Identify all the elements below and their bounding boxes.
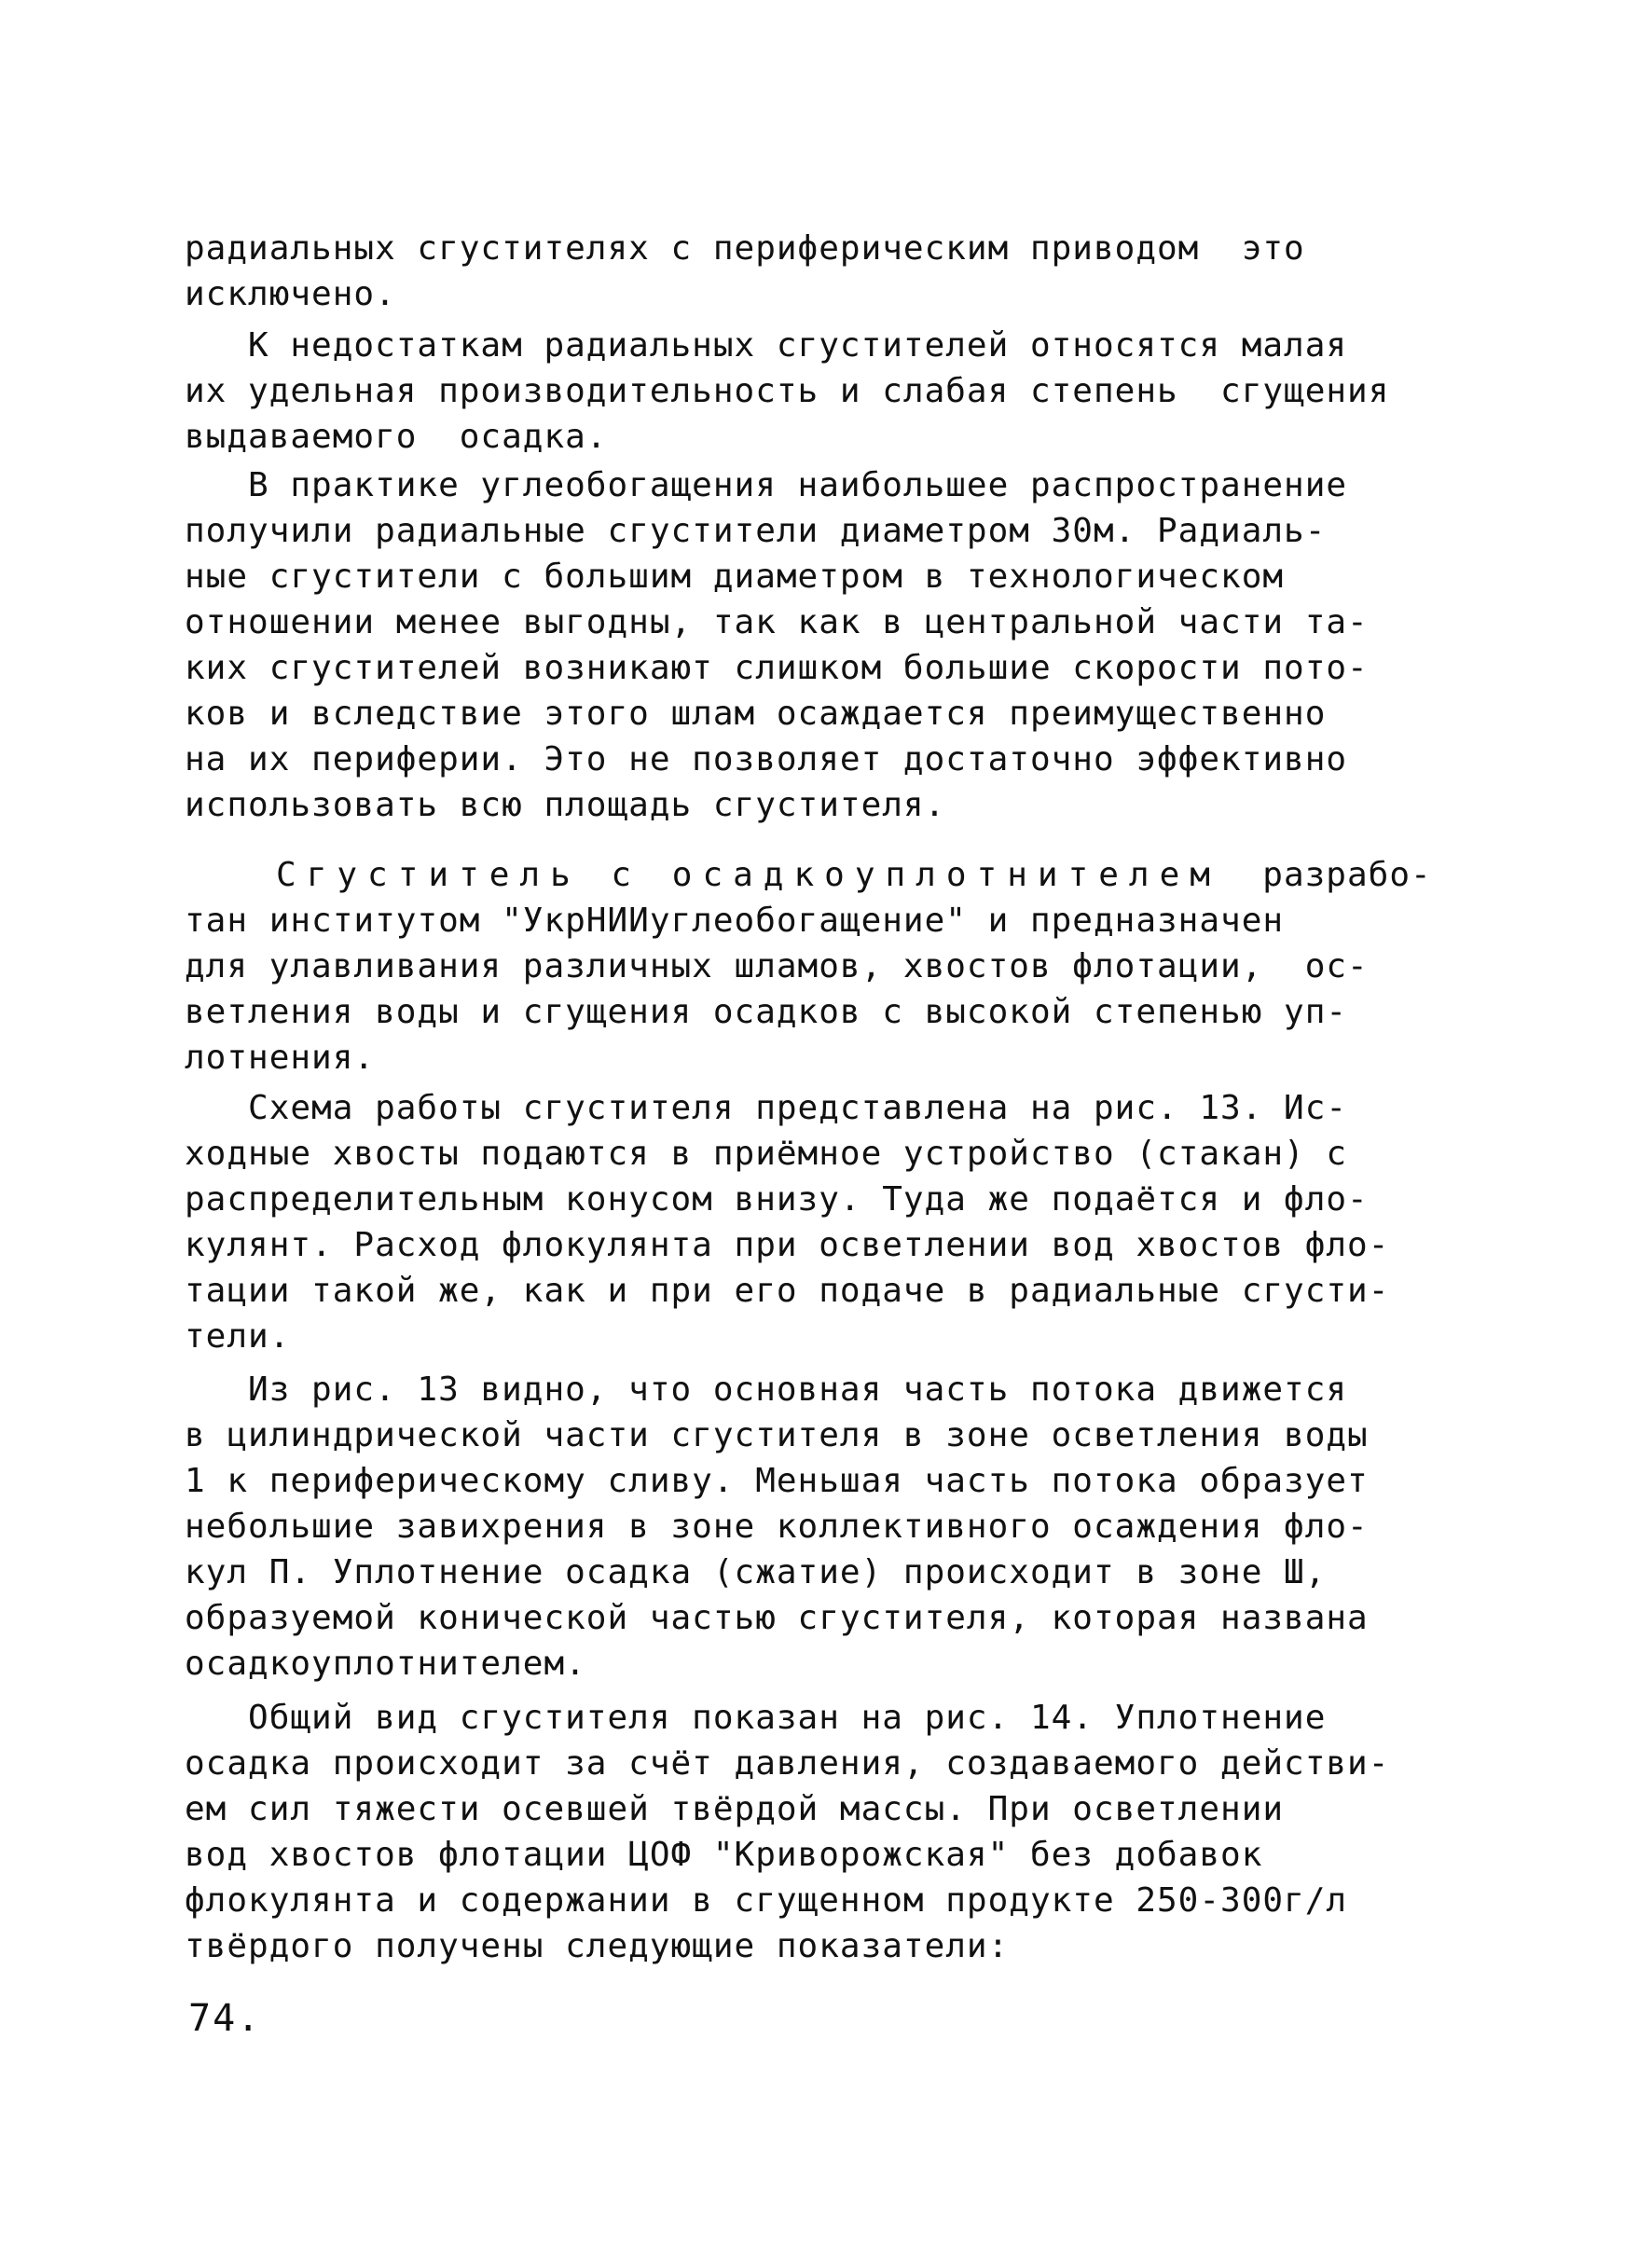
text-line: в цилиндрической части сгустителя в зоне осветления воды [185,1416,1369,1454]
text-line: Схема работы сгустителя представлена на рис. 13. Ис- [185,1089,1348,1127]
spaced-term: Сгуститель с осадкоуплотнителем [185,856,1220,894]
text-line: исключено. [185,275,396,313]
text-line: небольшие завихрения в зоне коллективного осаждения фло- [185,1508,1369,1546]
text-line [185,852,1490,898]
text-line: получили радиальные сгустители диаметром 30м. Радиаль- [185,512,1327,550]
text-line: В практике углеобогащения наибольшее распространение [185,466,1348,504]
text-line: вод хвостов флотации ЦОФ "Криворожская" без добавок [185,1836,1263,1874]
page-number: 74. [188,1997,262,2040]
paragraph-7 [185,1695,1490,1969]
text-line: ких сгустителей возникают слишком большие скорости пото- [185,649,1369,687]
text-line: Общий вид сгустителя показан на рис. 14. Уплотнение [185,1699,1327,1737]
text-line: ков и вследствие этого шлам осаждается преимущественно [185,695,1327,733]
text-line: Из рис. 13 видно, что основная часть потока движется [185,1370,1348,1409]
paragraph-4 [185,852,1490,1081]
text-line: для улавливания различных шламов, хвостов флотации, ос- [185,947,1369,985]
text-line: образуемой конической частью сгустителя, которая названа [185,1599,1369,1637]
text-line: осадка происходит за счёт давления, создаваемого действи- [185,1744,1390,1783]
text-line: распределительным конусом внизу. Туда же подаётся и фло- [185,1180,1369,1219]
text-line: флокулянта и содержании в сгущенном продукте 250-300г/л [185,1881,1348,1920]
text-line: кул П. Уплотнение осадка (сжатие) происходит в зоне Ш, [185,1553,1327,1591]
text-line: отношении менее выгодны, так как в центральной части та- [185,603,1369,641]
text-line: лотнения. [185,1039,376,1077]
text-line: выдаваемого осадка. [185,418,608,456]
text-line: 1 к периферическому сливу. Меньшая часть потока образует [185,1462,1369,1500]
text-line: ветления воды и сгущения осадков с высокой степенью уп- [185,993,1348,1031]
text-line: осадкоуплотнителем. [185,1645,586,1683]
text-line: твёрдого получены следующие показатели: [185,1927,1010,1965]
text-line: радиальных сгустителях с периферическим приводом это [185,229,1305,268]
paragraph-6 [185,1367,1490,1687]
text-line: К недостаткам радиальных сгустителей относятся малая [185,326,1348,365]
paragraph-5 [185,1085,1490,1359]
text-line: на их периферии. Это не позволяет достаточно эффективно [185,740,1348,778]
text-line: ходные хвосты подаются в приёмное устройство (стакан) с [185,1135,1348,1173]
text-line: их удельная производительность и слабая степень сгущения [185,372,1390,410]
paragraph-1 [185,226,1490,317]
text-line: тели. [185,1317,291,1356]
text-line: ем сил тяжести осевшей твёрдой массы. При осветлении [185,1790,1285,1828]
paragraph-3 [185,462,1490,828]
text-line: ные сгустители с большим диаметром в технологическом [185,558,1285,596]
text-fragment: разрабо- [1219,856,1432,894]
text-line: использовать всю площадь сгустителя. [185,786,946,824]
text-line: тации такой же, как и при его подаче в радиальные сгусти- [185,1272,1390,1310]
text-line: кулянт. Расход флокулянта при осветлении вод хвостов фло- [185,1226,1390,1264]
text-line: тан институтом "УкрНИИуглеобогащение" и предназначен [185,902,1285,940]
paragraph-2 [185,323,1490,460]
